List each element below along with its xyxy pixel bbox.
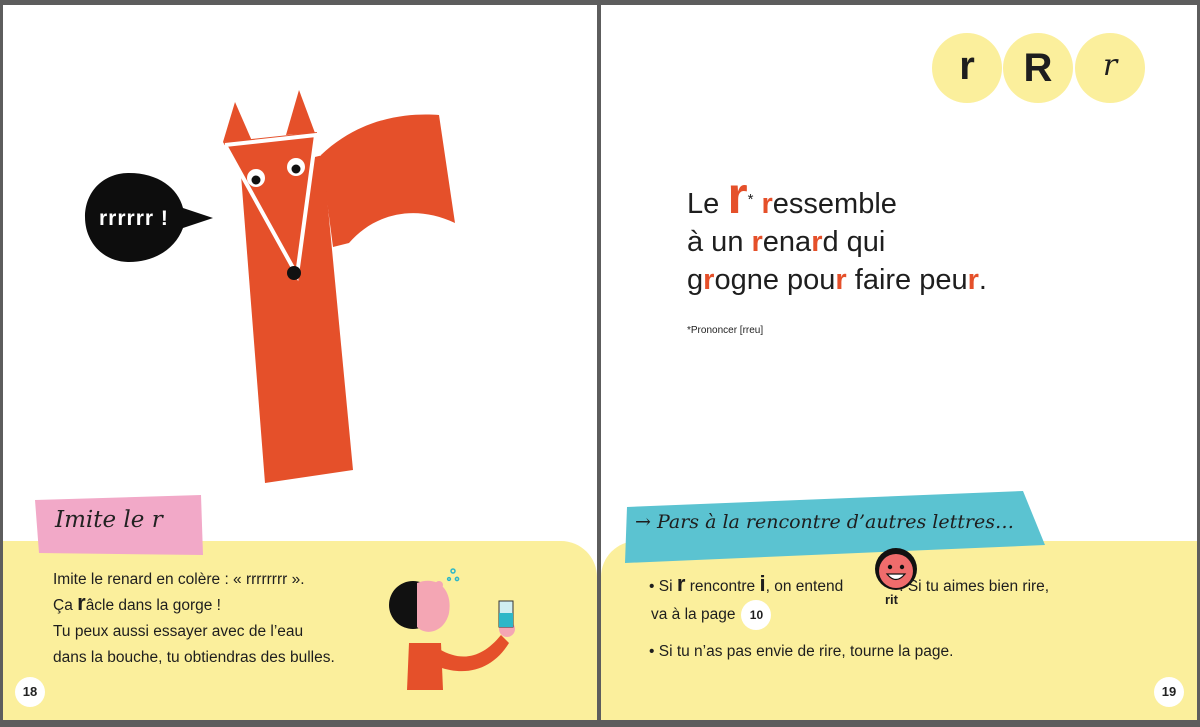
page-number: 18 [15, 677, 45, 707]
bullet-1-line-1 [649, 571, 1049, 597]
big-red-r: r [727, 167, 748, 225]
instruction-line-2-prefix: Ça [53, 597, 78, 614]
headline-text: ena [762, 226, 812, 258]
headline-text: ogne pou [714, 264, 836, 296]
bullet-text: rencontre [685, 578, 760, 595]
instruction-line-2-suffix: âcle dans la gorge ! [85, 597, 221, 614]
headline-text: faire peu [846, 264, 968, 296]
letter-uppercase-print: R [1003, 33, 1073, 103]
bullet-text: • Si [649, 578, 677, 595]
headline-text: . [978, 264, 987, 296]
letter-cursive: r [1075, 33, 1145, 103]
bullet-text: , on entend [765, 578, 844, 595]
instruction-line-1: Imite le renard en colère : « rrrrrrrr ». [53, 571, 305, 588]
headline-line-3 [687, 261, 987, 299]
red-r: r [967, 264, 979, 296]
banner-title: Imite le r [55, 507, 163, 533]
red-r: r [761, 188, 773, 220]
bullet-text: va à la page [651, 606, 736, 624]
instruction-line-4: dans la bouche, tu obtiendras des bulles. [53, 649, 335, 666]
instruction-line-3: Tu peux aussi essayer avec de l’eau [53, 623, 304, 640]
banner-title: → Pars à la rencontre d’autres lettres… [635, 511, 1014, 533]
headline-text: à un [687, 226, 752, 258]
left-page [3, 5, 597, 720]
page-link-badge[interactable]: 10 [741, 600, 771, 630]
bullet-text: . Si tu aimes bien rire, [899, 578, 1050, 595]
right-page [601, 5, 1197, 720]
child-gargling-illustration [383, 565, 523, 695]
headline-text: essemble [772, 188, 897, 220]
bullet-2: • Si tu n’as pas envie de rire, tourne la page. [649, 643, 954, 660]
asterisk: * [747, 191, 754, 208]
headline-text: Le [687, 188, 728, 220]
bold-r-letter: r [676, 571, 686, 596]
bold-r-letter: r [77, 590, 86, 615]
bullet-1-line-2 [651, 600, 771, 630]
red-r: r [835, 264, 847, 296]
red-r: r [703, 264, 715, 296]
headline [687, 167, 987, 299]
headline-text: d qui [822, 226, 886, 258]
page-number: 19 [1154, 677, 1184, 707]
red-r: r [751, 226, 763, 258]
headline-line-2 [687, 223, 987, 261]
red-r: r [811, 226, 823, 258]
speech-bubble-text: rrrrrr ! [99, 207, 169, 230]
footnote: *Prononcer [rreu] [687, 325, 764, 336]
letter-lowercase-print: r [932, 33, 1002, 103]
headline-line-1 [687, 167, 987, 225]
face-label: rit [885, 592, 898, 607]
imitate-instructions [53, 567, 335, 671]
bold-i-letter: i [759, 571, 766, 596]
instruction-line-2 [53, 590, 335, 619]
headline-text: g [687, 264, 704, 296]
